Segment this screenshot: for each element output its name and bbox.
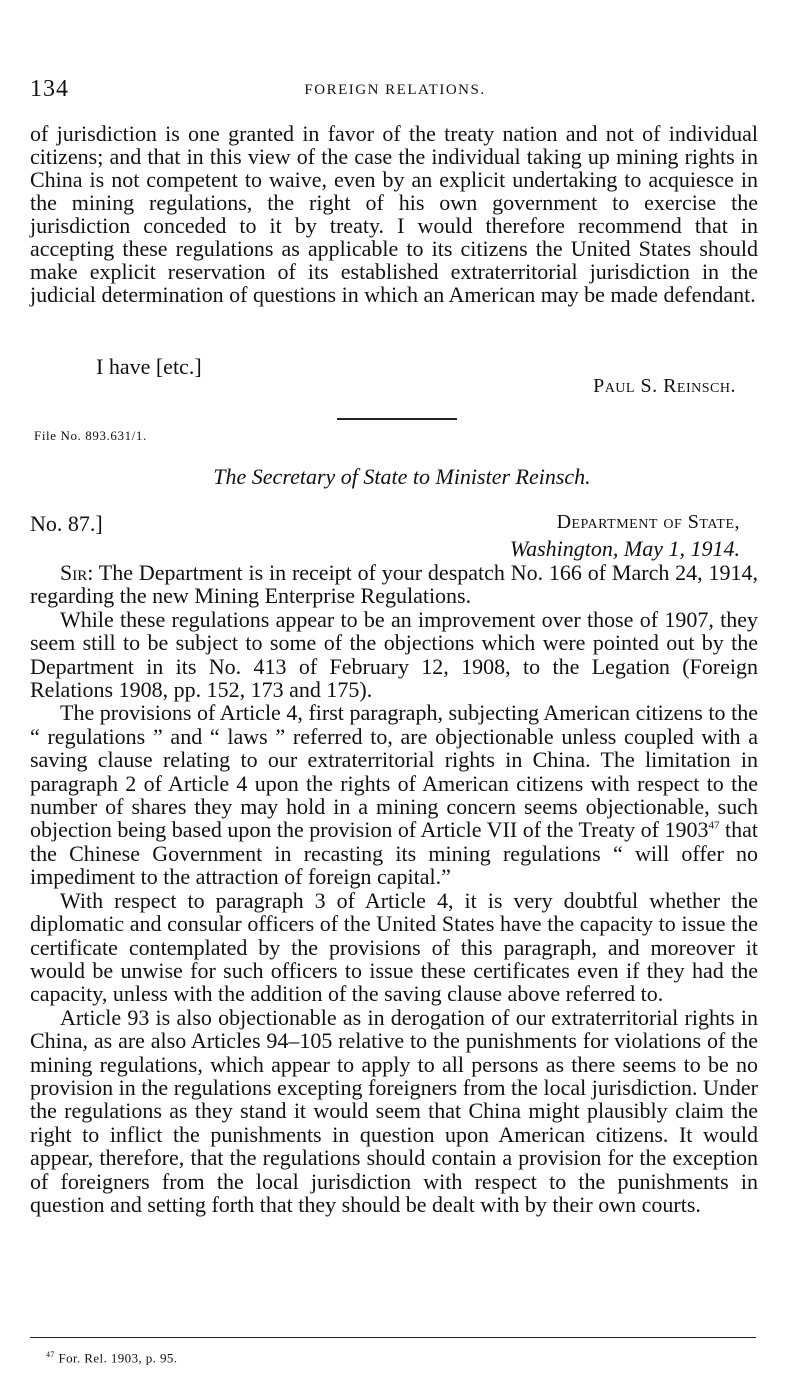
page-number: 134: [30, 76, 69, 102]
body-paragraph-1: [30, 561, 758, 608]
body-paragraph-4: With respect to paragraph 3 of Article 4, it is very doubtful whether the diplomatic and consular officers of the United States have the capacity to issue the certificate contemplated by the provisions of this paragraph, and moreover it would be unwise for such officers to issue these certificates even if they had the capacity, unless with the addition of the saving clause above referred to.: [30, 887, 758, 1007]
letter-closing: I have [etc.]: [96, 354, 202, 379]
paragraph-text: The Department is in receipt of your despatch No. 166 of March 24, 1914, regarding the new Mining Enterprise Regulations.: [30, 560, 758, 609]
footnote-text: For. Rel. 1903, p. 95.: [58, 1350, 178, 1366]
running-head: FOREIGN RELATIONS.: [304, 82, 486, 98]
footnote-reference[interactable]: 47: [708, 820, 720, 833]
document-number: No. 87.]: [30, 511, 103, 536]
body-paragraph-3: [30, 701, 758, 888]
place-date: Washington, May 1, 1914.: [509, 536, 740, 561]
signature: Paul S. Reinsch.: [593, 375, 736, 397]
body-paragraph-5: Article 93 is also objectionable as in derogation of our extraterritorial rights in China, as are also Articles 94–105 relative to the punishments for violations of the mining regulations, which appear to apply to all persons as there seems to be no provision in the regulations excepting foreigners from the local jurisdiction. Under the regulations as they stand it would seem that China might plausibly claim the right to inflict the punishments in question upon American citizens. It would appear, therefore, that the regulations should contain a provision for the exception of foreigners from the local jurisdiction with respect to the punishments in question and setting forth that they should be dealt with by their own courts.: [30, 1004, 758, 1217]
salutation: Sir:: [60, 560, 94, 585]
sender-department: Department of State,: [556, 511, 740, 533]
footnote-divider: [30, 1337, 756, 1338]
document-title: The Secretary of State to Minister Reinsch.: [213, 464, 591, 489]
file-number: File No. 893.631/1.: [34, 428, 147, 443]
continued-paragraph: of jurisdiction is one granted in favor of the treaty nation and not of individual citizens; and that in this view of the case the individual taking up mining rights in China is not competent to waive, even by an explicit undertaking to acquiesce in the mining regulations, the right of his own government to exercise the jurisdiction conceded to it by treaty. I would therefore recommend that in accepting these regulations as applicable to its citizens the United States should make explicit reservation of its established extraterritorial jurisdiction in the judicial determination of questions in which an American may be made defendant.: [30, 121, 758, 307]
footnote: [46, 1350, 177, 1366]
paragraph-text: The provisions of Article 4, first paragraph, subjecting American citizens to the “ regulations ” and “ laws ” referred to, are objectionable unless coupled with a saving clause relating to our extraterritorial rights in China. The limitation in paragraph 2 of Article 4 upon the rights of American citizens with respect to the number of shares they may hold in a mining concern seems objectionable, such objection being based upon the provision of Article VII of the Treaty of 1903: [30, 700, 758, 843]
body-paragraph-2: While these regulations appear to be an improvement over those of 1907, they seem still to be subject to some of the objections which were pointed out by the Department in its No. 413 of February 12, 1908, to the Legation (Foreign Relations 1908, pp. 152, 173 and 175).: [30, 606, 758, 703]
section-divider: [337, 418, 457, 420]
page-header: [30, 76, 760, 102]
paragraph-text: that the Chinese Government in recasting its mining regulations “ will offer no impediment to the attraction of foreign capital.”: [30, 817, 758, 890]
letter-body: [30, 561, 758, 1216]
footnote-marker: 47: [46, 1350, 55, 1359]
